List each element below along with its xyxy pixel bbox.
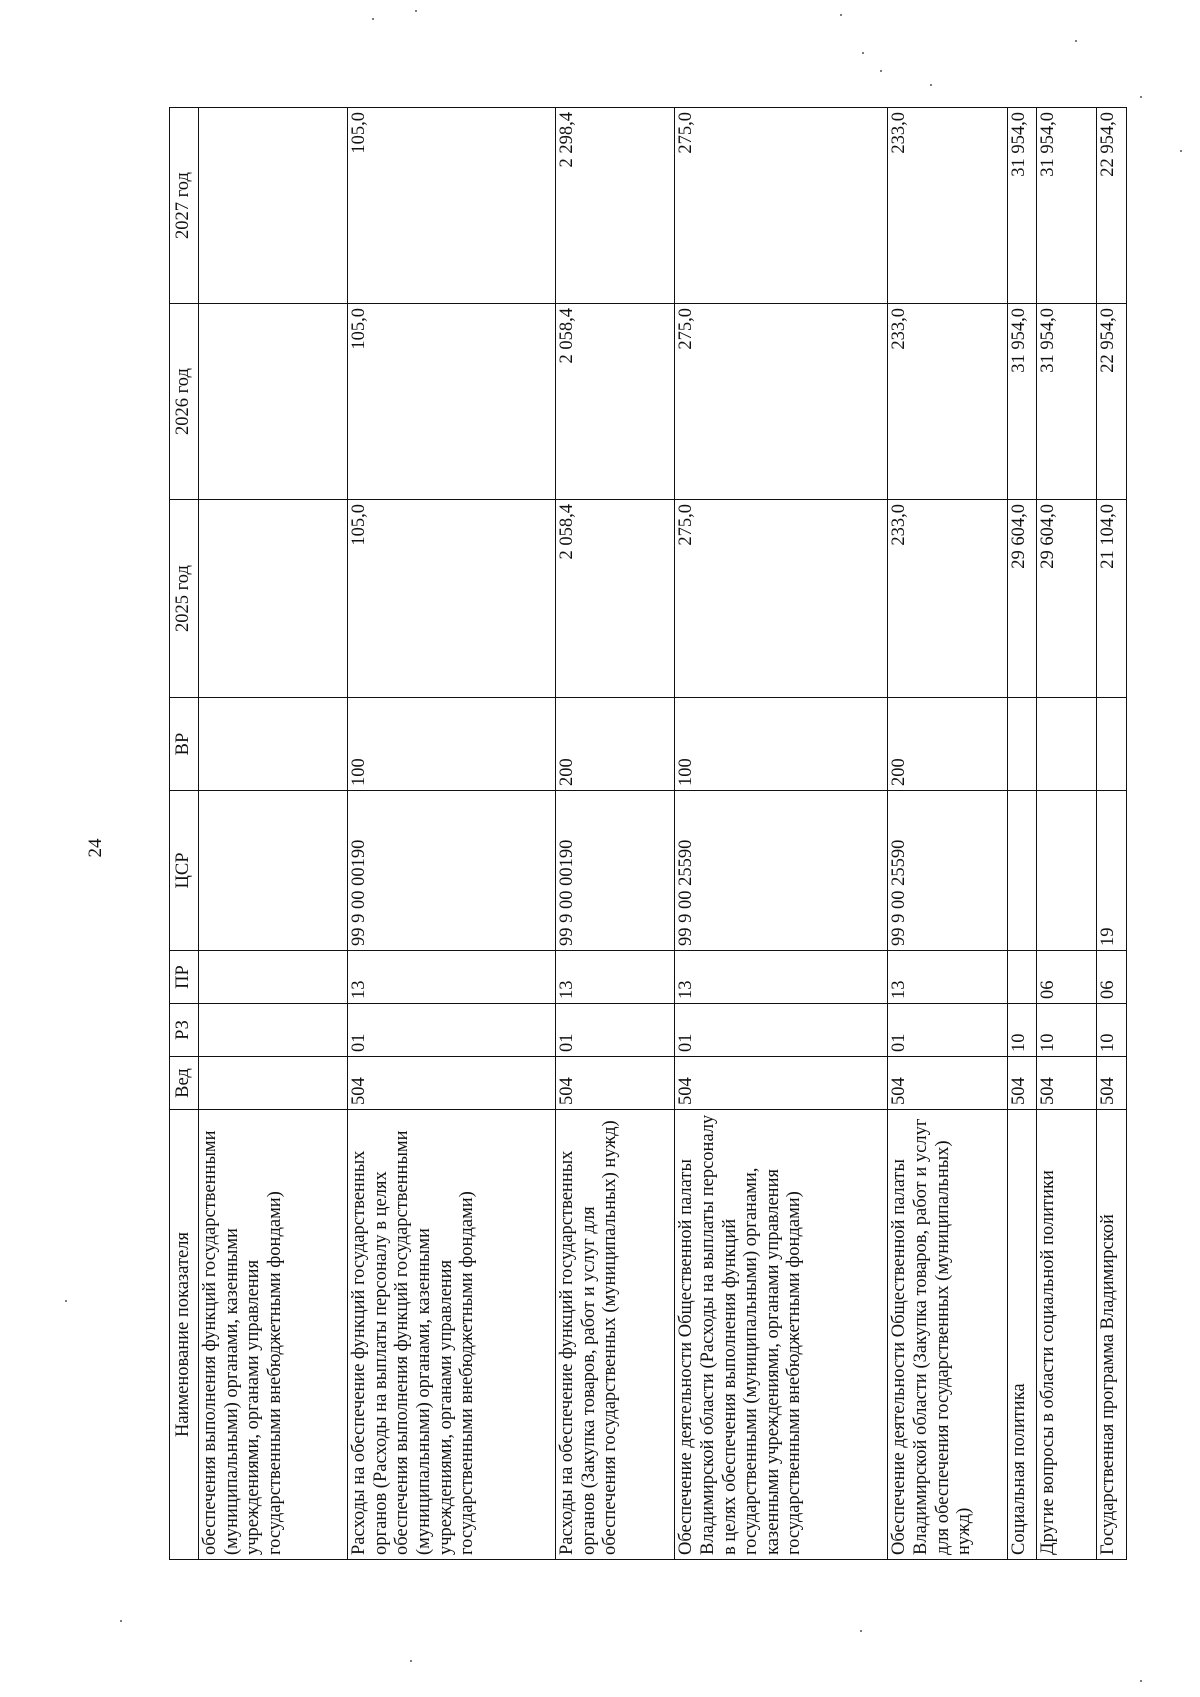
scan-speck [1075,40,1077,42]
cell-vr: 200 [888,698,1007,791]
cell-vr: 100 [675,698,888,791]
cell-csr: 99 9 00 00190 [348,791,556,951]
cell-name: Государственная программа Владимирской [1097,1110,1127,1560]
cell-name: Социальная политика [1007,1110,1037,1560]
table-row [675,108,888,1560]
header-csr: ЦСР [170,791,199,951]
cell-csr: 99 9 00 00190 [555,791,674,951]
header-2027: 2027 год [170,108,199,304]
cell-vr [1037,698,1097,791]
cell-ved: 504 [1037,1057,1097,1110]
cell-pr [199,951,348,1004]
scan-speck [410,1660,412,1662]
scan-speck [372,18,374,20]
cell-2027: 22 954,0 [1097,108,1127,304]
scan-speck [65,1300,67,1302]
cell-2025: 29 604,0 [1007,500,1037,698]
cell-csr: 99 9 00 25590 [675,791,888,951]
cell-pr: 13 [675,951,888,1004]
table-row [1037,108,1097,1560]
cell-rz [199,1004,348,1057]
scan-speck [930,84,932,86]
scan-speck [880,70,882,72]
cell-ved: 504 [1097,1057,1127,1110]
cell-name: Обеспечение деятельности Общественной палаты Владимирской области (Расходы на выплаты персоналу в целях обеспечения выполнения функций государственными (муниципальными) органами, казенными учреждениями, органами управления государственными внебюджетными фондами) [675,1110,888,1560]
cell-2026: 275,0 [675,304,888,500]
cell-rz: 01 [675,1004,888,1057]
cell-csr [1037,791,1097,951]
cell-2026: 2 058,4 [555,304,674,500]
cell-ved: 504 [675,1057,888,1110]
cell-vr [1097,698,1127,791]
cell-rz: 01 [555,1004,674,1057]
cell-name: Расходы на обеспечение функций государственных органов (Расходы на выплаты персоналу в целях обеспечения выполнения функций государственными (муниципальными) органами, казенными учреждениями, органами управления государственными внебюджетными фондами) [348,1110,556,1560]
scan-speck [860,1630,862,1632]
cell-ved: 504 [348,1057,556,1110]
cell-csr [1007,791,1037,951]
cell-ved: 504 [555,1057,674,1110]
table-row [199,108,348,1560]
cell-2027: 31 954,0 [1037,108,1097,304]
cell-vr [199,698,348,791]
table-row [348,108,556,1560]
budget-table-wrapper [169,108,1127,1560]
cell-2026 [199,304,348,500]
cell-rz: 10 [1097,1004,1127,1057]
page-number: 24 [85,838,106,858]
cell-pr: 06 [1037,951,1097,1004]
cell-2026: 22 954,0 [1097,304,1127,500]
cell-name: Другие вопросы в области социальной политики [1037,1110,1097,1560]
table-header-row [170,108,199,1560]
cell-2027: 275,0 [675,108,888,304]
cell-2025: 275,0 [675,500,888,698]
cell-rz: 10 [1007,1004,1037,1057]
cell-2025: 105,0 [348,500,556,698]
header-2025: 2025 год [170,500,199,698]
header-ved: Вед [170,1057,199,1110]
cell-2027 [199,108,348,304]
cell-ved: 504 [888,1057,1007,1110]
cell-2026: 31 954,0 [1037,304,1097,500]
cell-ved [199,1057,348,1110]
scan-speck [1140,96,1142,98]
budget-table [169,107,1127,1560]
cell-pr: 13 [888,951,1007,1004]
cell-2026: 105,0 [348,304,556,500]
cell-csr: 99 9 00 25590 [888,791,1007,951]
header-name: Наименование показателя [170,1110,199,1560]
header-vr: ВР [170,698,199,791]
table-row [555,108,674,1560]
cell-rz: 10 [1037,1004,1097,1057]
cell-pr [1007,951,1037,1004]
cell-2025: 2 058,4 [555,500,674,698]
cell-2027: 233,0 [888,108,1007,304]
header-2026: 2026 год [170,304,199,500]
scan-speck [120,1620,122,1622]
table-row [1007,108,1037,1560]
cell-pr: 13 [348,951,556,1004]
cell-name: Обеспечение деятельности Общественной палаты Владимирской области (Закупка товаров, работ и услуг для обеспечения государственных (муниципальных) нужд) [888,1110,1007,1560]
cell-2027: 105,0 [348,108,556,304]
cell-vr [1007,698,1037,791]
cell-rz: 01 [348,1004,556,1057]
table-row [1097,108,1127,1560]
cell-name: Расходы на обеспечение функций государственных органов (Закупка товаров, работ и услуг для обеспечения государственных (муниципальных) нужд) [555,1110,674,1560]
cell-csr: 19 [1097,791,1127,951]
header-pr: ПР [170,951,199,1004]
cell-pr: 06 [1097,951,1127,1004]
cell-2026: 31 954,0 [1007,304,1037,500]
cell-pr: 13 [555,951,674,1004]
cell-2027: 31 954,0 [1007,108,1037,304]
scan-speck [1140,1680,1142,1682]
cell-ved: 504 [1007,1057,1037,1110]
header-rz: РЗ [170,1004,199,1057]
cell-2026: 233,0 [888,304,1007,500]
scan-speck [862,52,864,54]
scan-speck [1180,150,1182,152]
cell-rz: 01 [888,1004,1007,1057]
scan-speck [415,10,417,12]
cell-vr: 100 [348,698,556,791]
cell-2025: 21 104,0 [1097,500,1127,698]
cell-name: обеспечения выполнения функций государственными (муниципальными) органами, казенными учреждениями, органами управления государственными внебюджетными фондами) [199,1110,348,1560]
cell-csr [199,791,348,951]
cell-vr: 200 [555,698,674,791]
table-row [888,108,1007,1560]
cell-2025: 233,0 [888,500,1007,698]
cell-2027: 2 298,4 [555,108,674,304]
scan-speck [840,14,842,16]
cell-2025 [199,500,348,698]
cell-2025: 29 604,0 [1037,500,1097,698]
